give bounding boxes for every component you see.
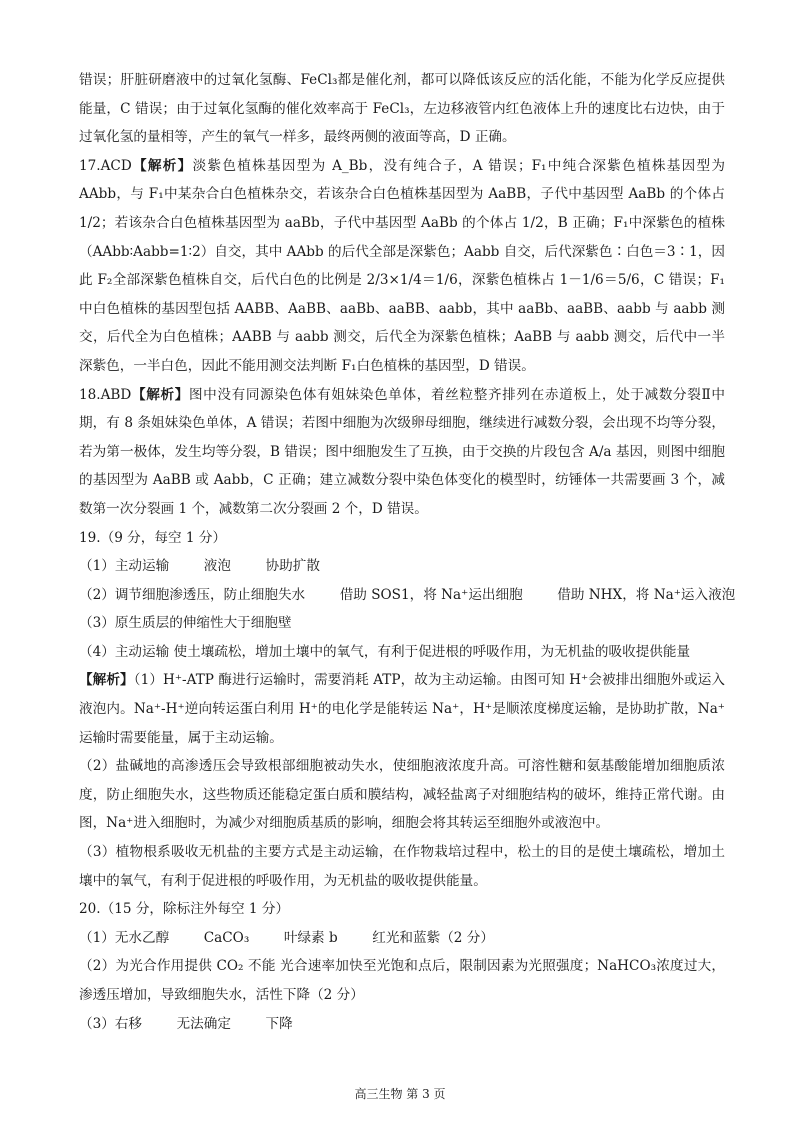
q19-answer-3: （3）原生质层的伸缩性大于细胞壁 (79, 615, 292, 632)
q18-analysis-text: 图中没有同源染色体有姐妹染色单体，着丝粒整齐排列在赤道板上，处于减数分裂Ⅱ中期，有 8 条姐妹染色单体，A 错误；若图中细胞为次级卵母细胞，继续进行减数分裂，会出现不均等分裂，若为第一极体，发生均等分裂，B 错误；图中细胞发生了互换，由于交换的片段包含 A/a 基因，则图中细胞的基因型为 AaBB 或 Aabb，C 正确；建立减数分裂中染色体变化的模型时，纺锤体一共需要画 3 个，减数第一次分裂画 1 个，减数第二次分裂画 2 个，D 错误。 (79, 386, 725, 517)
q20-header: 20.（15 分，除标注外每空 1 分） (79, 901, 290, 918)
q19-answer-2: （2）调节细胞渗透压，防止细胞失水 借助 SOS1，将 Na⁺运出细胞 借助 NHX，将 Na⁺运入液泡 (79, 586, 736, 603)
q20-answer-2: （2）为光合作用提供 CO₂ 不能 光合速率加快至光饱和点后，限制因素为光照强度；NaHCO₃浓度过大，渗透压增加，导致细胞失水，活性下降（2 分） (79, 958, 725, 1003)
q20-answer-1: （1）无水乙醇 CaCO₃ 叶绿素 b 红光和蓝紫（2 分） (79, 929, 494, 946)
q19-answer-1: （1）主动运输 液泡 协助扩散 (79, 558, 320, 575)
q19-analysis-2: （2）盐碱地的高渗透压会导致根部细胞被动失水，使细胞液浓度升高。可溶性糖和氨基酸能增加细胞质浓度，防止细胞失水，这些物质还能稳定蛋白质和膜结构，减轻盐离子对细胞结构的破坏，维持正常代谢。由图，Na⁺进入细胞时，为减少对细胞质基质的影响，细胞会将其转运至细胞外或液泡中。 (79, 758, 725, 832)
q17-number: 17.ACD (79, 157, 132, 174)
page-footer: 高三生物 第 3 页 (354, 1087, 446, 1101)
q20-answer-3: （3）右移 无法确定 下降 (79, 1015, 293, 1032)
q17-analysis-text: 淡紫色植株基因型为 A_Bb，没有纯合子，A 错误；F₁中纯合深紫色植株基因型为 AAbb，与 F₁中某杂合白色植株杂交，若该杂合白色植株基因型为 AaBB，子代中基因型 AaBb 的个体占 1/2；若该杂合白色植株基因型为 aaBb，子代中基因型 AaBb 的个体占 1/2，B 正确；F₁中深紫色的植株（AAbb∶Aabb=1∶2）自交，其中 AAbb 的后代全部是深紫色；Aabb 自交，后代深紫色∶白色＝3∶1，因此 F₂全部深紫色植株自交，后代白色的比例是 2/3×1/4＝1/6，深紫色植株占 1－1/6＝5/6，C 错误；F₁中白色植株的基因型包括 AABB、AaBB、aaBb、aaBB、aabb，其中 aaBb、aaBB、aabb 与 aabb 测交，后代全为白色植株；AABB 与 aabb 测交，后代全为深紫色植株；AaBB 与 aabb 测交，后代中一半深紫色，一半白色，因此不能用测交法判断 F₁白色植株的基因型，D 错误。 (79, 157, 726, 374)
q19-analysis-tag: 【解析】 (79, 672, 134, 689)
page-content (79, 66, 736, 1038)
q19-answer-4: （4）主动运输 使土壤疏松，增加土壤中的氧气，有利于促进根的呼吸作用，为无机盐的吸收提供能量 (79, 643, 691, 660)
q17-analysis-tag: 【解析】 (131, 157, 193, 174)
q18-analysis-tag: 【解析】 (131, 386, 189, 403)
q19-header: 19.（9 分，每空 1 分） (79, 529, 227, 546)
q19-analysis-1: （1）H⁺-ATP 酶进行运输时，需要消耗 ATP，故为主动运输。由图可知 H⁺会被排出细胞外或运入液泡内。Na⁺-H⁺逆向转运蛋白利用 H⁺的电化学是能转运 Na⁺，H⁺是顺浓度梯度运输，是协助扩散，Na⁺运输时需要能量，属于主动运输。 (79, 672, 726, 746)
q19-analysis-3: （3）植物根系吸收无机盐的主要方式是主动运输，在作物栽培过程中，松土的目的是使土壤疏松，增加土壤中的氧气，有利于促进根的呼吸作用，为无机盐的吸收提供能量。 (79, 844, 725, 889)
q18-number: 18.ABD (79, 386, 132, 403)
q18-block (79, 381, 725, 524)
q19-analysis-1-block (79, 666, 725, 752)
q16-continuation: 错误；肝脏研磨液中的过氧化氢酶、FeCl₃都是催化剂，都可以降低该反应的活化能，不能为化学反应提供能量，C 错误；由于过氧化氢酶的催化效率高于 FeCl₃，左边移液管内红色液体上升的速度比右边快，由于过氧化氢的量相等，产生的氧气一样多，最终两侧的液面等高，D 正确。 (79, 72, 725, 146)
q17-block (79, 152, 725, 381)
